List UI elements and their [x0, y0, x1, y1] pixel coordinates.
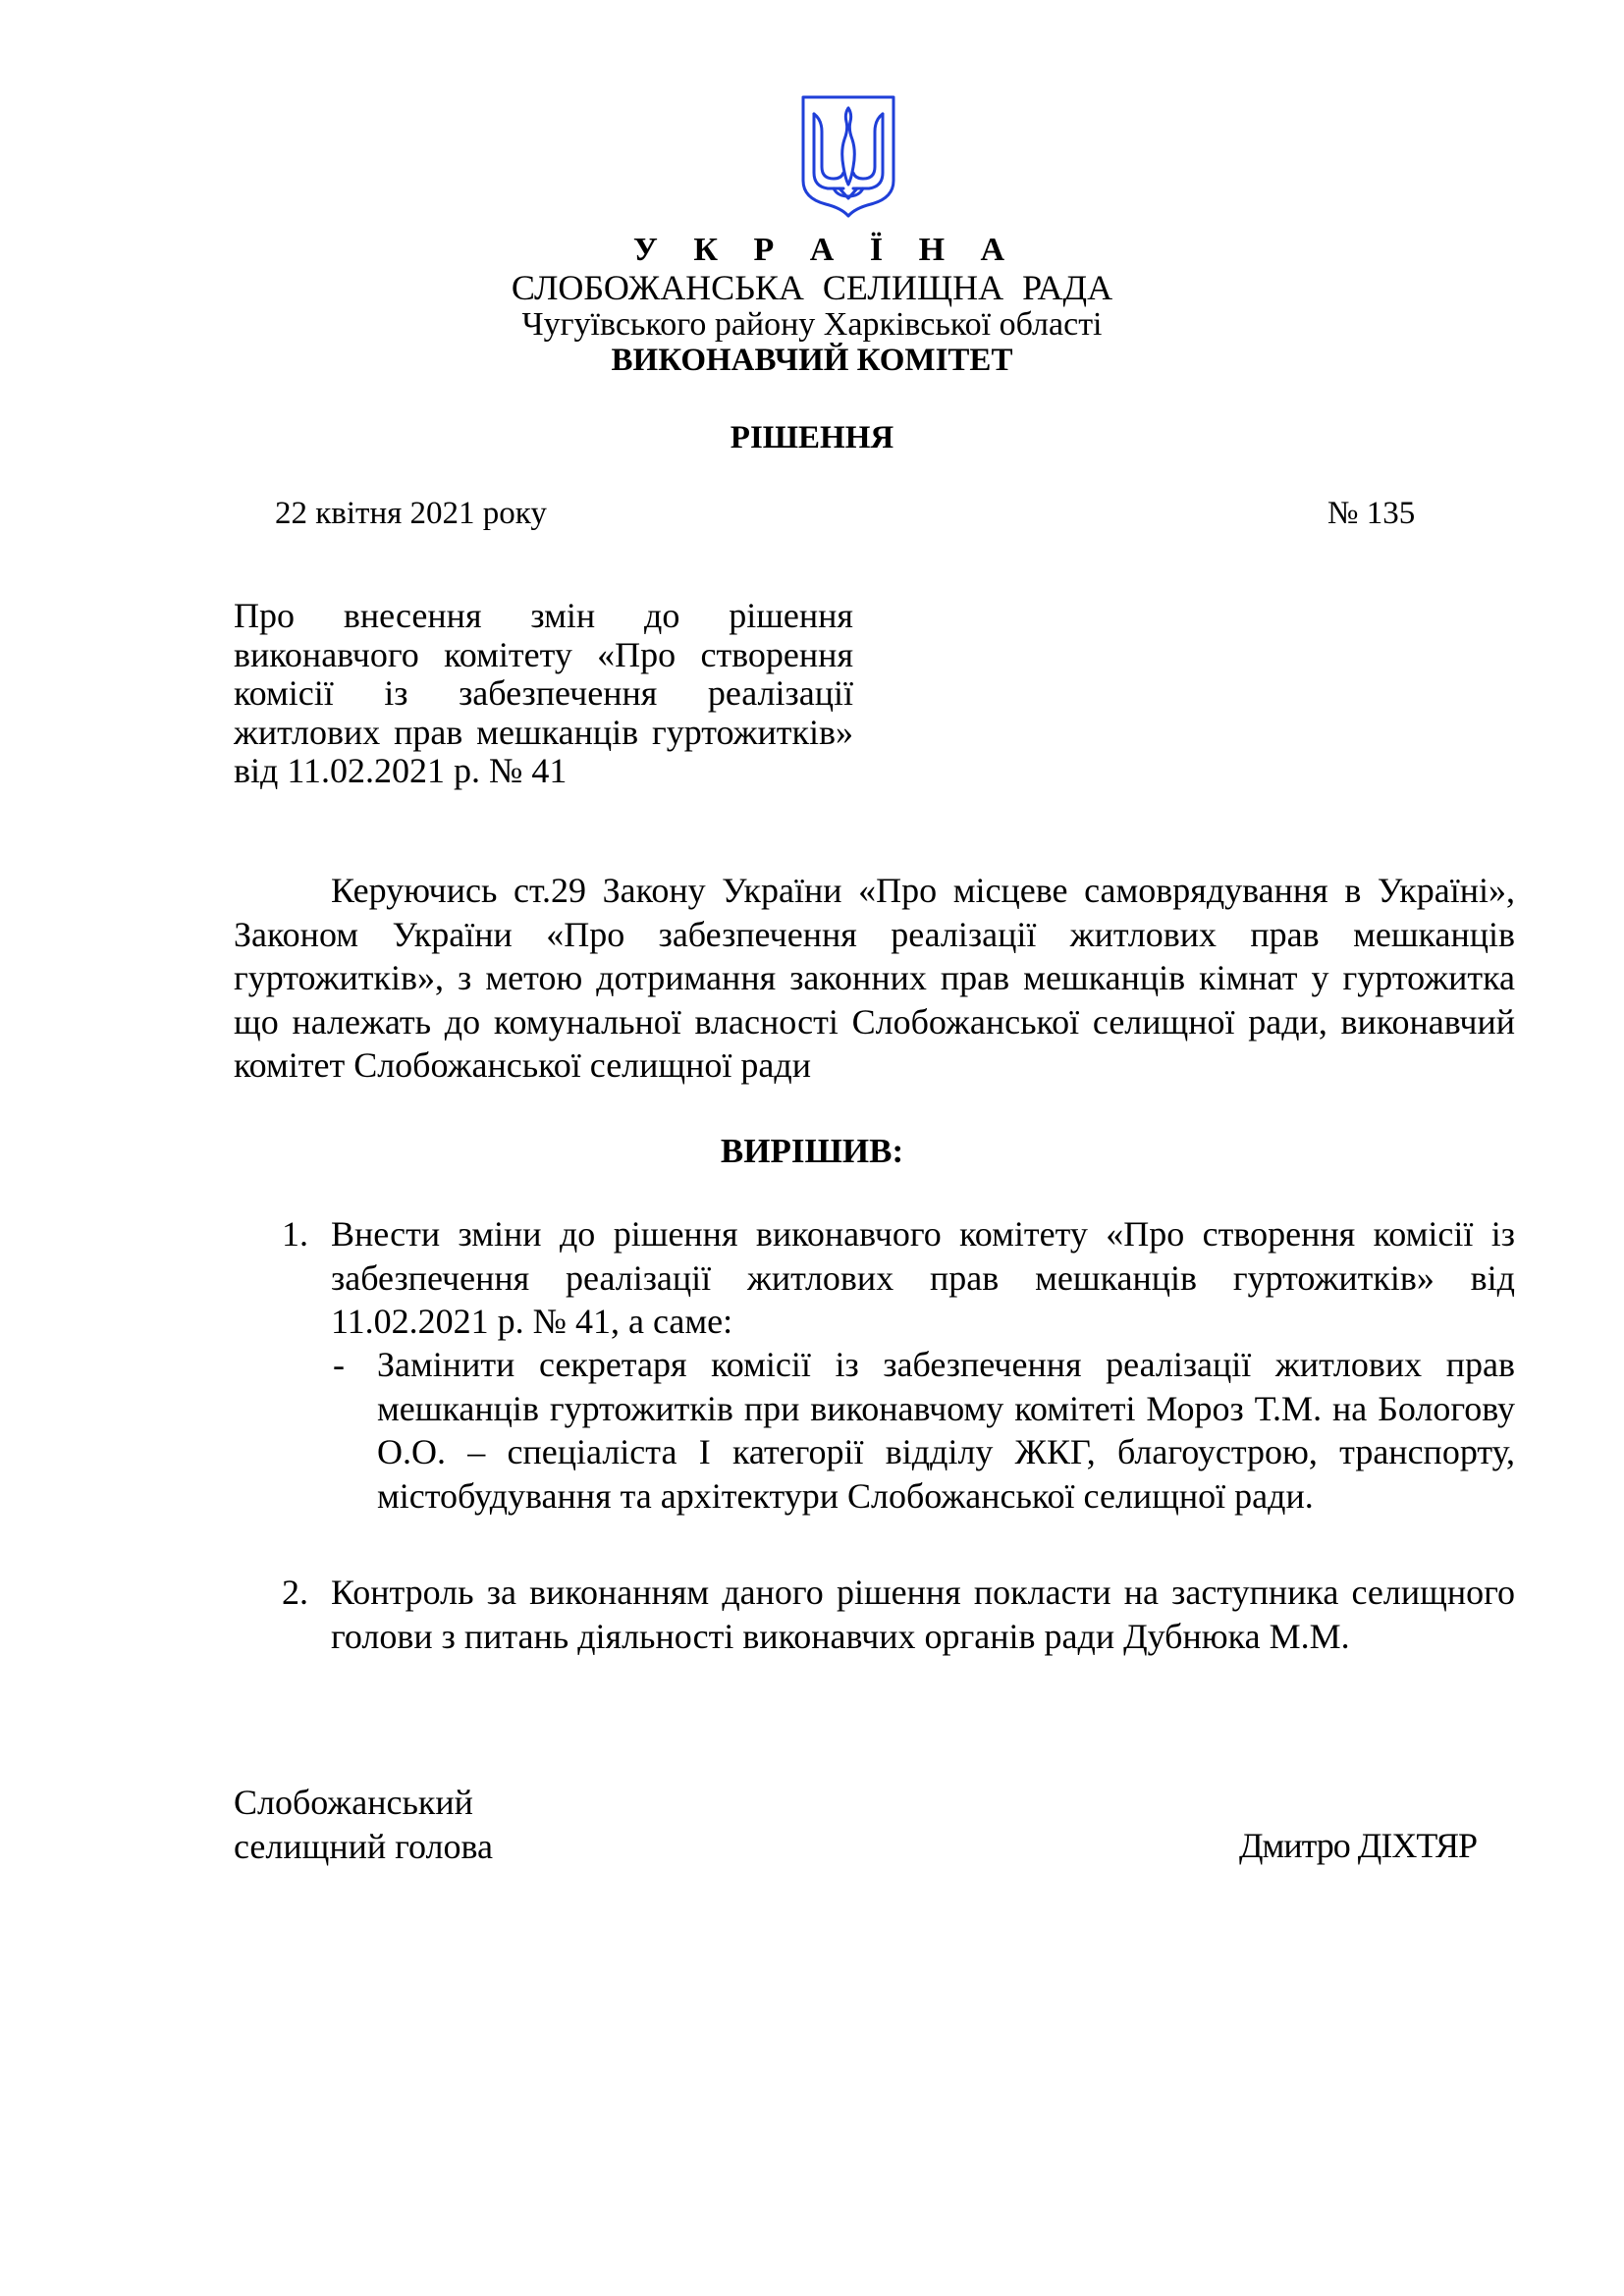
decided-heading: ВИРІШИВ: [720, 1132, 904, 1170]
decision-subject: Про внесення змін до рішення виконавчого комітету «Про створення комісії із забезпечення реалізації житлових прав мешканців гуртожитків» від 11.02.2021 р. № 41 [234, 596, 853, 790]
list-item-number: 1. [282, 1214, 308, 1254]
committee-name: ВИКОНАВЧИЙ КОМІТЕТ [611, 343, 1013, 378]
signatory-name: Дмитро ДІХТЯР [1239, 1826, 1477, 1865]
sub-list-item-text: Замінити секретаря комісії із забезпечення реалізації житлових прав мешканців гуртожитків при виконавчому комітеті Мороз Т.М. на Бологову О.О. – спеціаліста І категорії відділу ЖКГ, благоустрою, транспорту, містобудування та архітектури Слобожанської селищної ради. [377, 1345, 1515, 1516]
country-title: У К Р А Ї Н А [632, 232, 1019, 268]
signatory-title-line-1: Слобожанський [234, 1783, 473, 1822]
list-item [282, 1571, 1515, 1658]
council-name: СЛОБОЖАНСЬКА СЕЛИЩНА РАДА [511, 268, 1113, 307]
decision-date: 22 квітня 2021 року [275, 496, 547, 531]
document-type: РІШЕННЯ [730, 420, 894, 455]
signatory-title-line-2: селищний голова [234, 1826, 494, 1866]
list-item-text: Контроль за виконанням даного рішення покласти на заступника селищного голови з питань діяльності виконавчих органів ради Дубнюка М.М. [331, 1573, 1515, 1656]
decision-number: № 135 [1327, 496, 1416, 531]
list-item [282, 1212, 1515, 1344]
sub-list-item-dash: - [333, 1345, 345, 1384]
sub-list-item [333, 1343, 1515, 1518]
coat-of-arms-icon [800, 94, 896, 218]
list-item-number: 2. [282, 1573, 308, 1612]
signatory-title [234, 1781, 493, 1868]
list-item-text: Внести зміни до рішення виконавчого комітету «Про створення комісії із забезпечення реалізації житлових прав мешканців гуртожитків» від 11.02.2021 р. № 41, а саме: [331, 1214, 1515, 1341]
preamble-paragraph: Керуючись ст.29 Закону України «Про місцеве самоврядування в Україні», Законом України «Про забезпечення реалізації житлових прав мешканців гуртожитків», з метою дотримання законних прав мешканців кімнат у гуртожитка що належать до комунальної власності Слобожанської селищної ради, виконавчий комітет Слобожанської селищної ради [234, 871, 1515, 1085]
district-name: Чугуївського району Харківської області [521, 306, 1103, 343]
